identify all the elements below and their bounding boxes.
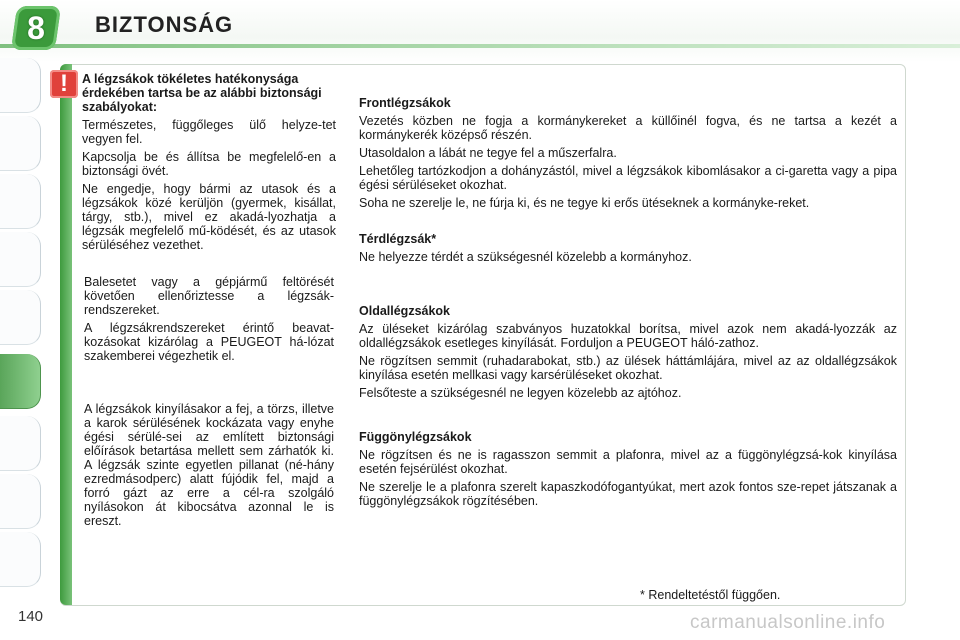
frontal-heading: Frontlégzsákok <box>359 96 451 110</box>
page-title: BIZTONSÁG <box>95 12 234 37</box>
info-paragraph: Balesetet vagy a gépjármű feltörését követően ellenőriztesse a légzsák-rendszereket. <box>84 275 334 317</box>
header-divider <box>0 44 960 48</box>
chapter-tab-1[interactable] <box>0 58 41 113</box>
warning-icon: ! <box>50 70 78 98</box>
knee-paragraph: Ne helyezze térdét a szükségesnél közelebb a kormányhoz. <box>359 250 692 264</box>
curtain-paragraph: Ne szerelje le a plafonra szerelt kapaszkodófogantyúkat, mert azok fontos sze-repet játszanak a függönylégzsákok rögzítésében. <box>359 480 897 508</box>
side-paragraph: Felsőteste a szükségesnél ne legyen közelebb az ajtóhoz. <box>359 386 682 400</box>
side-paragraph: Ne rögzítsen semmit (ruhadarabokat, stb.) az ülések háttámlájára, mivel az az oldallégzsákok kinyílása esetén mellkasi vagy karsérüléseket okozhat. <box>359 354 897 382</box>
info-box-deployment <box>84 402 334 532</box>
section-accent-bar <box>60 64 72 605</box>
chapter-tab-2[interactable] <box>0 116 41 171</box>
frontal-paragraph: Vezetés közben ne fogja a kormánykereket a küllőinél fogva, és ne tartsa a kezét a kormánykerék középső részén. <box>359 114 897 142</box>
left-paragraph: Ne engedje, hogy bármi az utasok és a légzsákok közé kerüljön (gyermek, kisállat, tárgy, stb.), mivel ez akadá-lyozhatja a légzsák megfelelő mű-ködését, és az utasok sérüléséhez vezethet. <box>82 182 336 252</box>
chapter-tab-active[interactable] <box>0 354 41 409</box>
side-heading: Oldallégzsákok <box>359 304 451 318</box>
chapter-number: 8 <box>27 10 45 46</box>
left-column <box>82 72 336 256</box>
knee-heading: Térdlégzsák* <box>359 232 437 246</box>
side-paragraph: Az üléseket kizárólag szabványos huzatokkal borítsa, mivel azok nem akadá-lyozzák az oldallégzsákok esetleges kinyílását. Forduljon a PEUGEOT háló-zathoz. <box>359 322 897 350</box>
frontal-paragraph: Soha ne szerelje le, ne fúrja ki, és ne tegye ki erős ütéseknek a kormányke-reket. <box>359 196 810 210</box>
curtain-paragraph: Ne rögzítsen és ne is ragasszon semmit a plafonra, mivel az a függönylégzsá-kok kinyílása esetén fejsérülést okozhat. <box>359 448 897 476</box>
chapter-tab-4[interactable] <box>0 232 41 287</box>
left-heading: A légzsákok tökéletes hatékonysága érdekében tartsa be az alábbi biztonsági szabályokat: <box>82 72 322 114</box>
footnote: * Rendeltetéstől függően. <box>640 588 781 602</box>
watermark: carmanualsonline.info <box>690 612 886 633</box>
info-box-inspection <box>84 275 334 367</box>
frontal-paragraph: Utasoldalon a lábát ne tegye fel a műszerfalra. <box>359 146 617 160</box>
frontal-paragraph: Lehetőleg tartózkodjon a dohányzástól, mivel a légzsákok kibomlásakor a ci-garetta vagy a pipa égési sérüléseket okozhat. <box>359 164 897 192</box>
left-paragraph: Kapcsolja be és állítsa be megfelelő-en a biztonsági övét. <box>82 150 336 178</box>
chapter-tab-9[interactable] <box>0 532 41 587</box>
chapter-tab-5[interactable] <box>0 290 41 345</box>
chapter-tab-8[interactable] <box>0 474 41 529</box>
left-paragraph: Természetes, függőleges ülő helyze-tet vegyen fel. <box>82 118 336 146</box>
page-number: 140 <box>18 608 44 625</box>
chapter-tabs <box>0 58 48 598</box>
chapter-tab-7[interactable] <box>0 416 41 471</box>
chapter-tab-3[interactable] <box>0 174 41 229</box>
info-paragraph: A légzsákrendszereket érintő beavat-kozásokat kizárólag a PEUGEOT há-lózat szakemberei végezhetik el. <box>84 321 334 363</box>
curtain-heading: Függönylégzsákok <box>359 430 472 444</box>
right-column <box>359 96 897 512</box>
info-paragraph: A légzsákok kinyílásakor a fej, a törzs, illetve a karok sérülésének kockázata vagy enyhe égési sérülé-sei az említett biztonsági előírások betartása mellett sem zárhatók ki. A légzsák szinte egyetlen pillanat (né-hány ezredmásodperc) alatt fújódik fel, majd a forró gázt az erre a cél-ra szolgáló nyílásokon át kibocsátva azonnal le is ereszt. <box>84 402 334 528</box>
